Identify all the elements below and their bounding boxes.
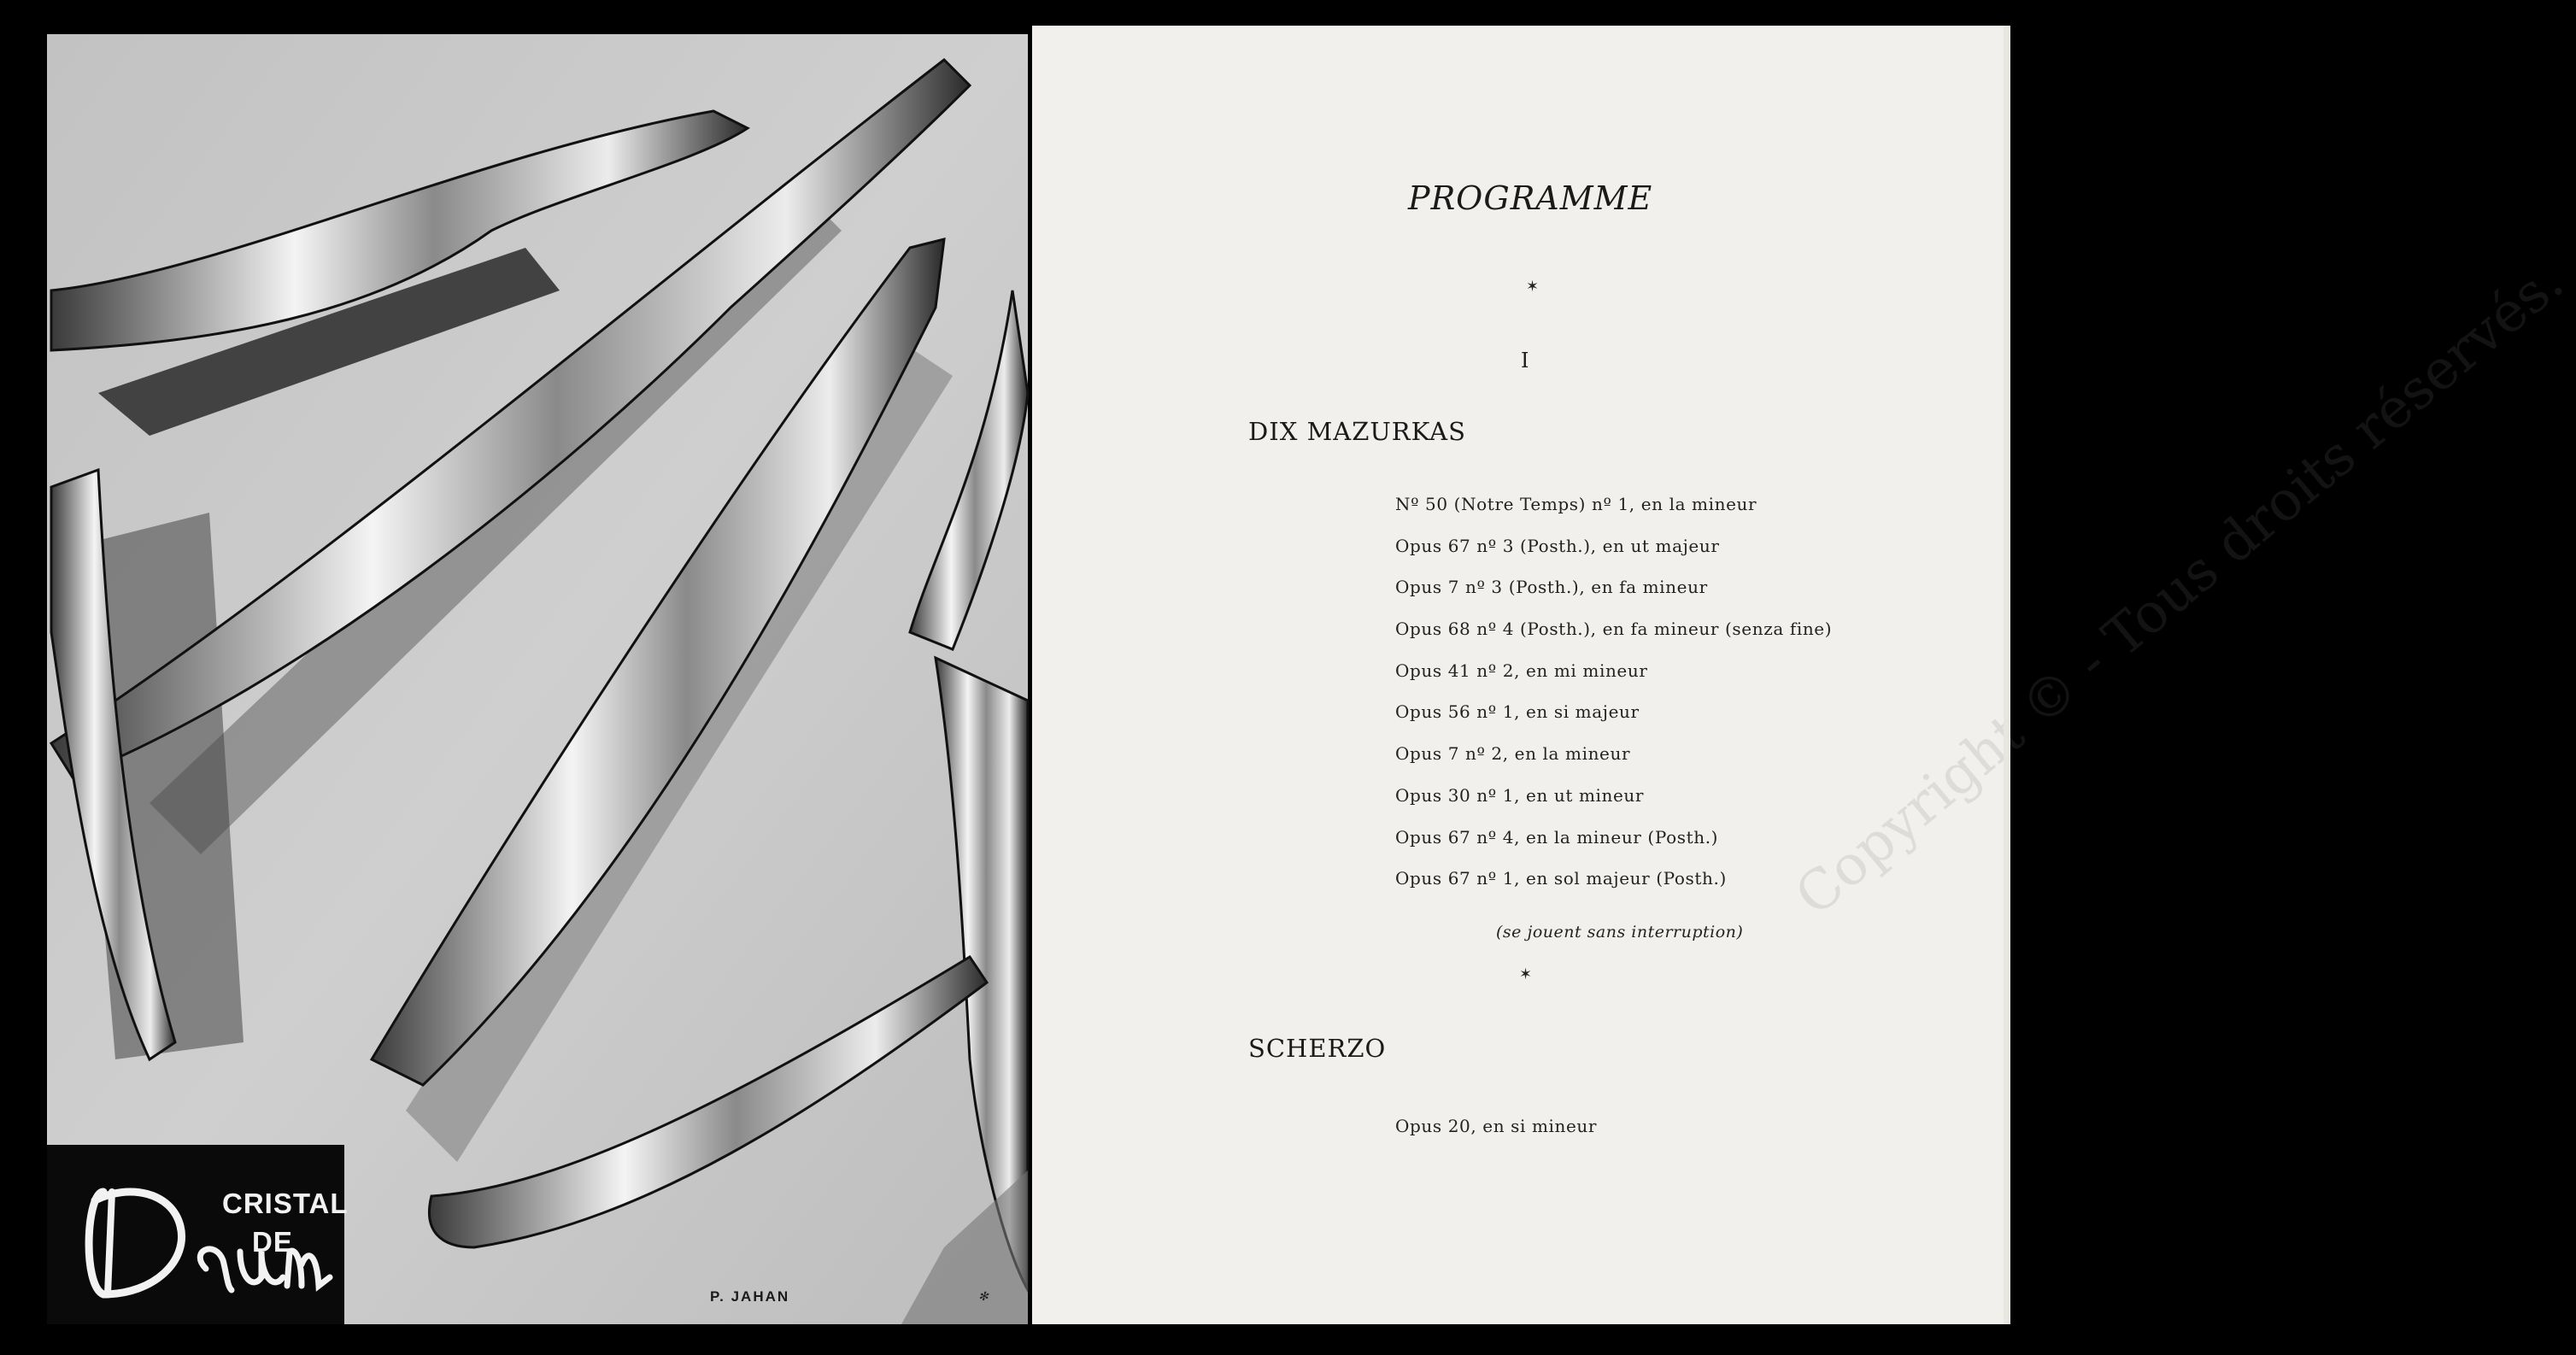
logo-cristal-text: CRISTAL [222, 1188, 349, 1219]
list-item: Opus 7 nº 3 (Posth.), en fa mineur [1395, 577, 1708, 598]
daum-script-logo [78, 1166, 334, 1303]
list-item: Opus 68 nº 4 (Posth.), en fa mineur (senza fine) [1395, 619, 1833, 640]
section-title-scherzo: SCHERZO [1248, 1034, 1387, 1063]
page-edge [2004, 26, 2010, 1324]
list-item: Opus 67 nº 3 (Posth.), en ut majeur [1395, 535, 1720, 556]
copyright-watermark: Copyright © - Tous droits réservés. [1784, 249, 2576, 929]
scherzo-work: Opus 20, en si mineur [1395, 1116, 1598, 1136]
logo-de-text: DE [252, 1226, 293, 1258]
crystal-glass-photo [47, 34, 1028, 1324]
mazurka-list [1395, 487, 1832, 903]
list-item: Nº 50 (Notre Temps) nº 1, en la mineur [1395, 494, 1757, 514]
monogram-mark: ✻ [978, 1290, 989, 1304]
programme-title: PROGRAMME [1408, 179, 1653, 217]
right-page-programme [1032, 26, 2576, 1324]
list-item: Opus 67 nº 1, en sol majeur (Posth.) [1395, 868, 1727, 889]
performance-note: (se jouent sans interruption) [1496, 923, 1744, 941]
list-item: Opus 67 nº 4, en la mineur (Posth.) [1395, 826, 1719, 848]
section-title-mazurkas: DIX MAZURKAS [1248, 417, 1466, 446]
separator-star-1: ✶ [1526, 278, 1540, 296]
list-item: Opus 41 nº 2, en mi mineur [1395, 660, 1648, 681]
list-item: Opus 7 nº 2, en la mineur [1395, 743, 1631, 765]
section-number: I [1521, 349, 1529, 372]
cristal-de-daum-logo [47, 1145, 349, 1324]
separator-star-2: ✶ [1519, 965, 1533, 983]
left-page-photo [47, 34, 1028, 1324]
photo-credit: P. JAHAN [710, 1288, 790, 1305]
list-item: Opus 30 nº 1, en ut mineur [1395, 784, 1645, 806]
list-item: Opus 56 nº 1, en si majeur [1395, 701, 1640, 723]
